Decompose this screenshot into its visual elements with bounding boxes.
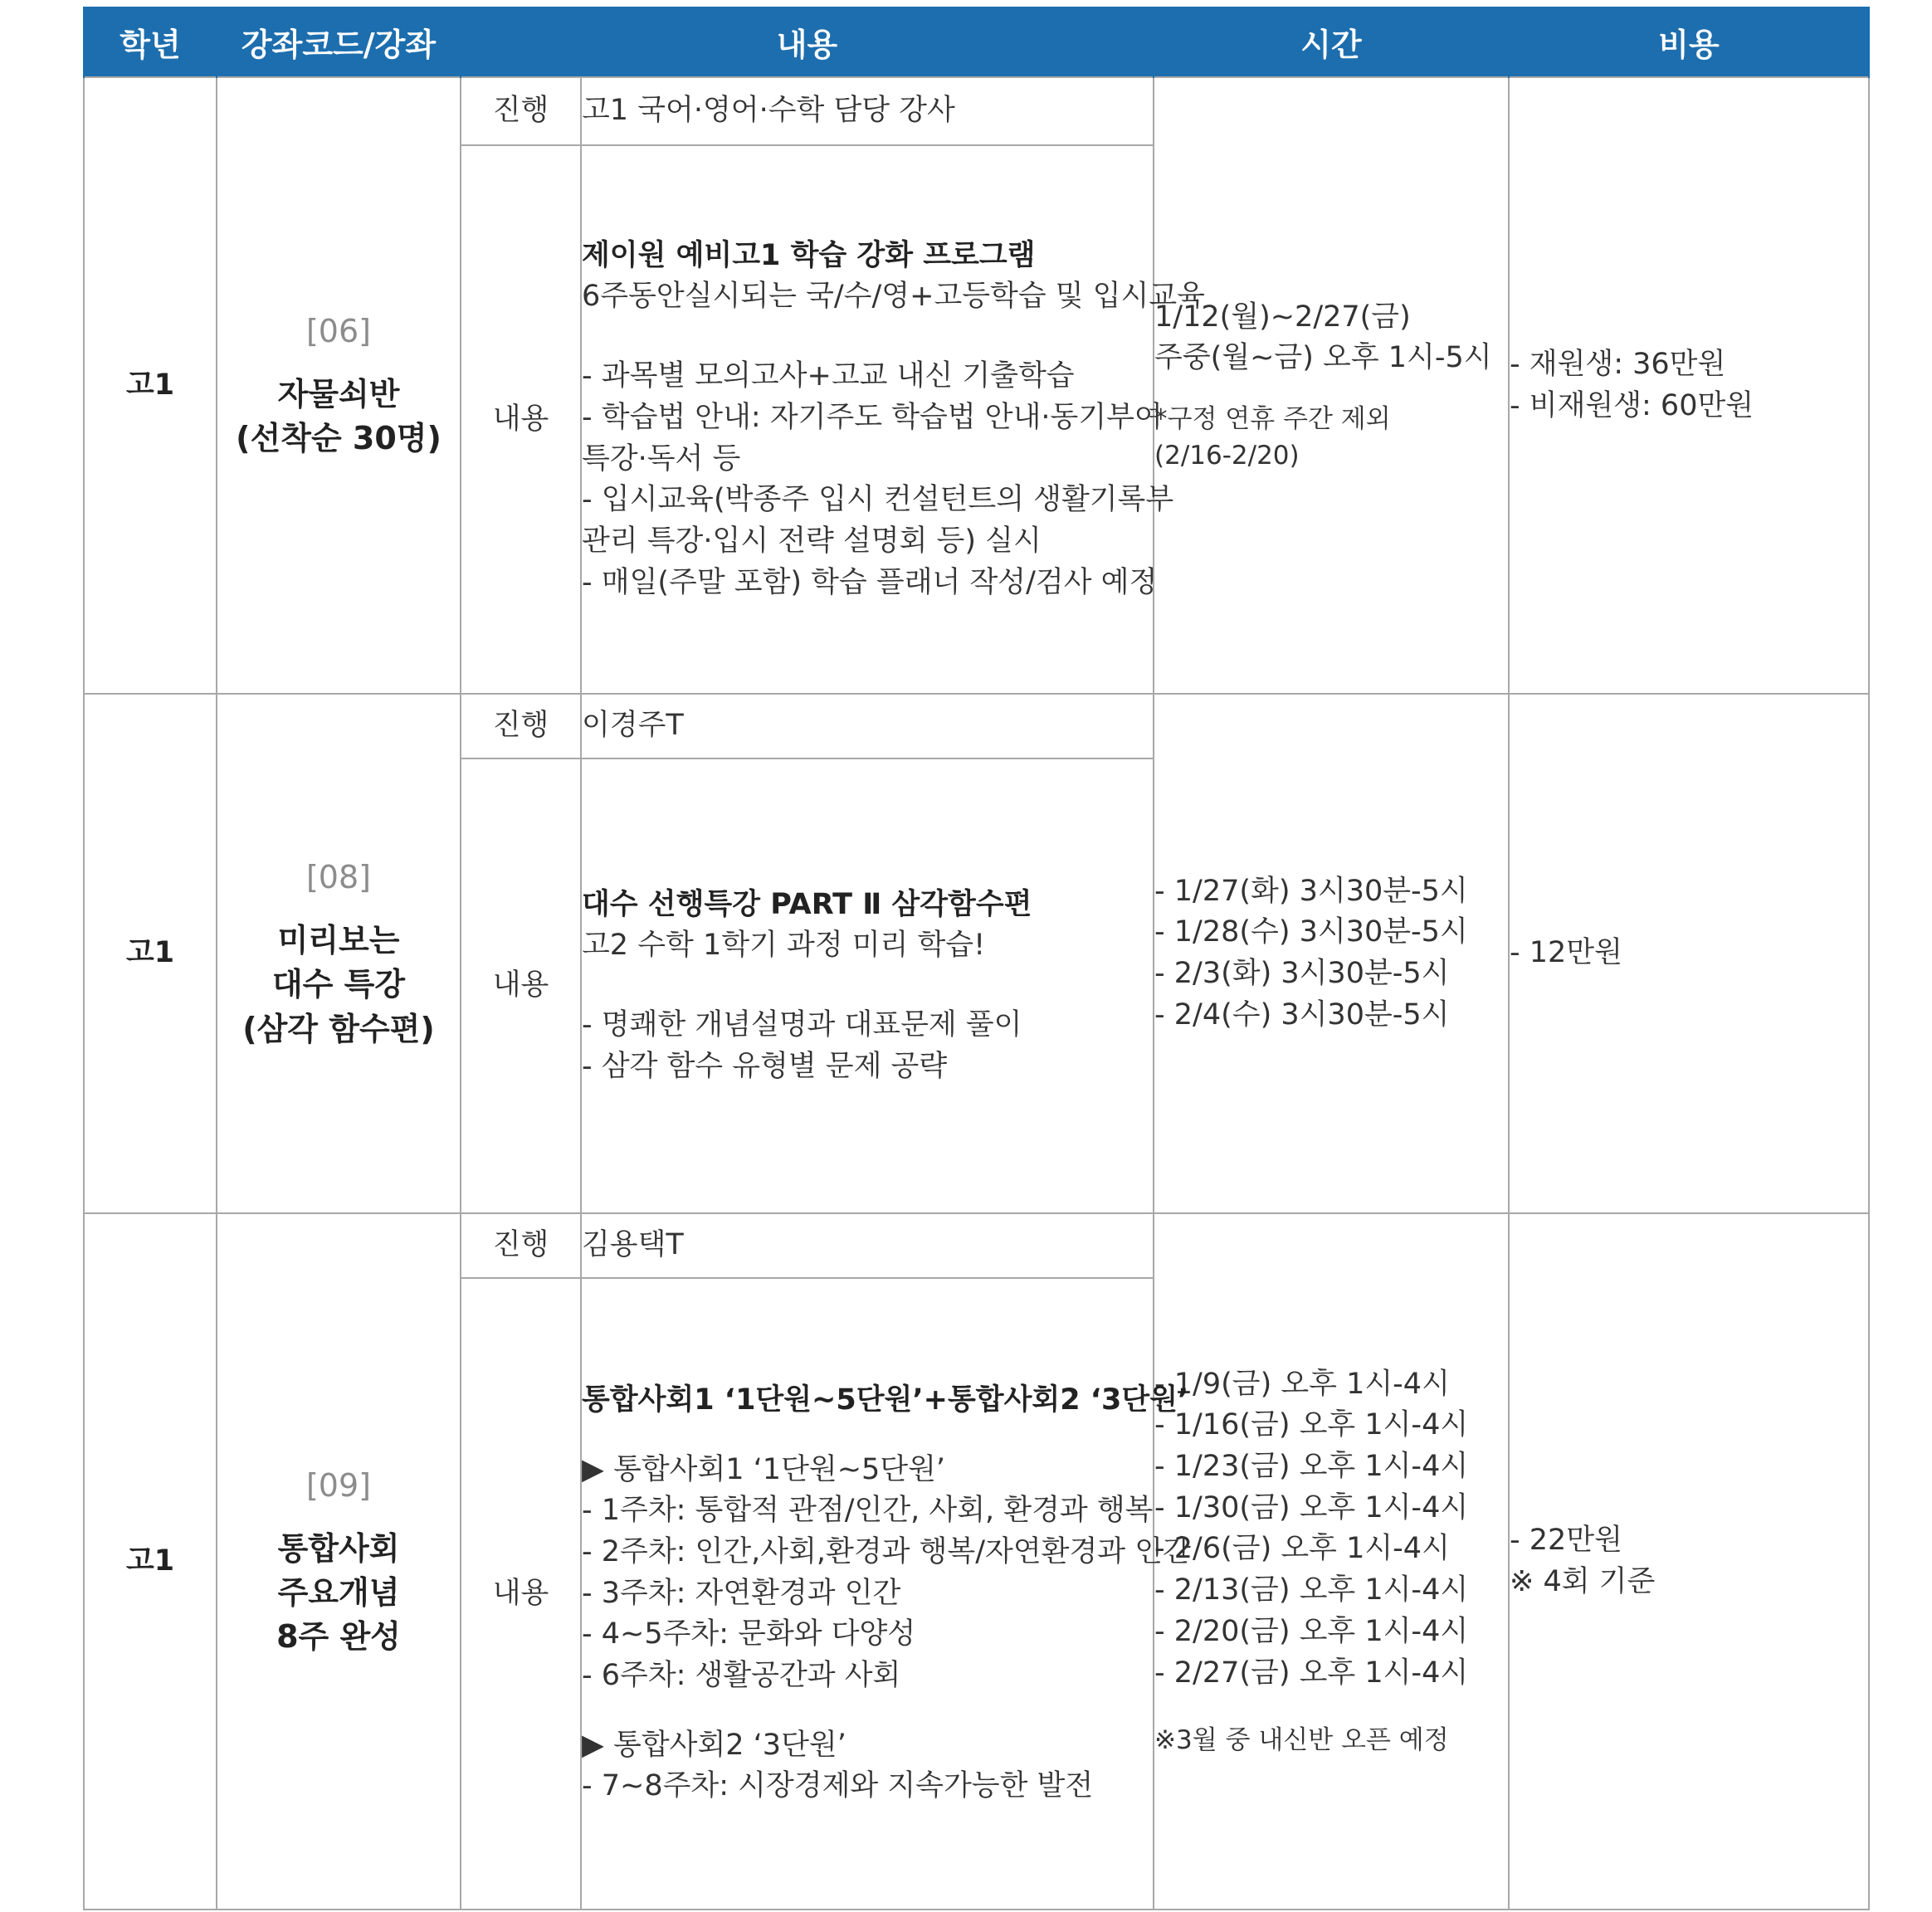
time-cell [1154, 694, 1509, 1213]
time-line: - 1/30(금) 오후 1시-4시 [1154, 1490, 1469, 1524]
course-name: 주요개념 [277, 1573, 400, 1611]
time-line: - 1/16(금) 오후 1시-4시 [1154, 1408, 1469, 1442]
time-line: - 2/27(금) 오후 1시-4시 [1154, 1656, 1469, 1690]
content-item: 특강·독서 등 [582, 441, 741, 476]
header-time: 시간 [1154, 7, 1509, 77]
content-item: - 삼각 함수 유형별 문제 공략 [582, 1049, 948, 1083]
cost-line: - 비재원생: 60만원 [1510, 388, 1754, 422]
time-cell [1154, 77, 1509, 694]
cost-cell [1509, 77, 1869, 694]
time-line: - 1/23(금) 오후 1시-4시 [1154, 1450, 1469, 1484]
time-line: - 2/3(화) 3시30분-5시 [1154, 957, 1450, 990]
cost-cell [1509, 694, 1869, 1213]
content-label: 내용 [461, 145, 581, 694]
time-line: - 2/13(금) 오후 1시-4시 [1154, 1573, 1469, 1607]
time-line: - 2/4(수) 3시30분-5시 [1154, 997, 1450, 1032]
table-row [84, 77, 1869, 145]
course-name: 자물쇠반 [277, 376, 400, 413]
content-item: - 6주차: 생활공간과 사회 [582, 1659, 901, 1693]
progress-label: 진행 [461, 1213, 581, 1278]
instructor-cell: 이경주T [581, 694, 1154, 758]
header-course: 강좌코드/강좌 [217, 7, 461, 77]
grade-cell: 고1 [84, 77, 217, 694]
grade-cell: 고1 [84, 1213, 217, 1910]
cost-line: - 12만원 [1510, 936, 1622, 970]
content-title: 대수 선행특강 PART Ⅱ 삼각함수편 [582, 887, 1032, 921]
time-line: 주중(월~금) 오후 1시-5시 [1154, 341, 1492, 375]
content-label: 내용 [461, 758, 581, 1213]
time-note: *구정 연휴 주간 제외 [1154, 404, 1391, 435]
content-section-heading: ▶ 통합사회1 ‘1단원~5단원’ [582, 1452, 946, 1486]
time-line: - 1/27(화) 3시30분-5시 [1154, 874, 1468, 908]
instructor-cell: 고1 국어·영어·수학 담당 강사 [581, 77, 1154, 145]
course-cell [217, 77, 461, 694]
cost-cell [1509, 1213, 1869, 1910]
content-cell [581, 1278, 1191, 1910]
time-line: - 1/9(금) 오후 1시-4시 [1154, 1367, 1450, 1401]
progress-label: 진행 [461, 77, 581, 145]
content-item: - 7~8주차: 시장경제와 지속가능한 발전 [582, 1769, 1094, 1803]
course-code: [08] [305, 859, 371, 896]
content-item: - 학습법 안내: 자기주도 학습법 안내·동기부여 [582, 400, 1163, 434]
content-section-heading: ▶ 통합사회2 ‘3단원’ [582, 1728, 846, 1762]
header-content: 내용 [461, 7, 1154, 77]
content-title: 제이원 예비고1 학습 강화 프로그램 [582, 238, 1036, 272]
content-item: - 명쾌한 개념설명과 대표문제 풀이 [582, 1008, 1022, 1041]
course-cell [217, 1213, 461, 1910]
course-name: (삼각 함수편) [242, 1010, 435, 1047]
content-item: - 1주차: 통합적 관점/인간, 사회, 환경과 행복 [582, 1494, 1154, 1528]
content-cell [581, 145, 1205, 694]
time-cell [1154, 1213, 1509, 1910]
course-name: 통합사회 [277, 1529, 400, 1567]
course-name: 8주 완성 [276, 1618, 401, 1656]
time-note: (2/16-2/20) [1154, 441, 1300, 471]
header-grade: 학년 [84, 7, 217, 77]
time-note: ※3월 중 내신반 오픈 예정 [1154, 1725, 1449, 1756]
course-name: 미리보는 [277, 922, 400, 959]
course-code: [06] [305, 313, 371, 350]
time-line: 1/12(월)~2/27(금) [1154, 300, 1411, 334]
course-name: 대수 특강 [271, 966, 406, 1003]
content-item: - 2주차: 인간,사회,환경과 행복/자연환경과 인간 [582, 1534, 1191, 1568]
time-line: - 1/28(수) 3시30분-5시 [1154, 915, 1468, 949]
content-item: - 입시교육(박종주 입시 컨설턴트의 생활기록부 [582, 483, 1174, 517]
time-line: - 2/20(금) 오후 1시-4시 [1154, 1614, 1469, 1648]
content-subtitle: 6주동안실시되는 국/수/영+고등학습 및 입시교육 [582, 280, 1205, 314]
content-title: 통합사회1 ‘1단원~5단원’+통합사회2 ‘3단원’ [582, 1383, 1189, 1417]
content-item: - 4~5주차: 문화와 다양성 [582, 1617, 916, 1651]
cost-line: - 재원생: 36만원 [1510, 347, 1726, 381]
table-row [84, 694, 1869, 758]
content-item: - 매일(주말 포함) 학습 플래너 작성/검사 예정 [582, 565, 1158, 599]
content-item: 관리 특강·입시 전략 설명회 등) 실시 [582, 524, 1042, 558]
content-item: - 3주차: 자연환경과 인간 [582, 1576, 901, 1610]
table-header-row [84, 7, 1869, 77]
cost-line: ※ 4회 기준 [1510, 1564, 1656, 1598]
content-label: 내용 [461, 1278, 581, 1910]
time-line: - 2/6(금) 오후 1시-4시 [1154, 1532, 1450, 1566]
course-code: [09] [305, 1466, 371, 1504]
course-name: (선착순 30명) [236, 420, 442, 457]
progress-label: 진행 [461, 694, 581, 758]
instructor-cell: 김용택T [581, 1213, 1154, 1278]
grade-cell: 고1 [84, 694, 217, 1213]
content-cell [581, 758, 1154, 1213]
content-subtitle: 고2 수학 1학기 과정 미리 학습! [582, 929, 986, 963]
table-row [84, 1213, 1869, 1278]
header-cost: 비용 [1509, 7, 1869, 77]
content-item: - 과목별 모의고사+고교 내신 기출학습 [582, 359, 1075, 393]
course-cell [217, 694, 461, 1213]
cost-line: - 22만원 [1510, 1523, 1622, 1557]
course-schedule-table [83, 7, 1870, 1910]
